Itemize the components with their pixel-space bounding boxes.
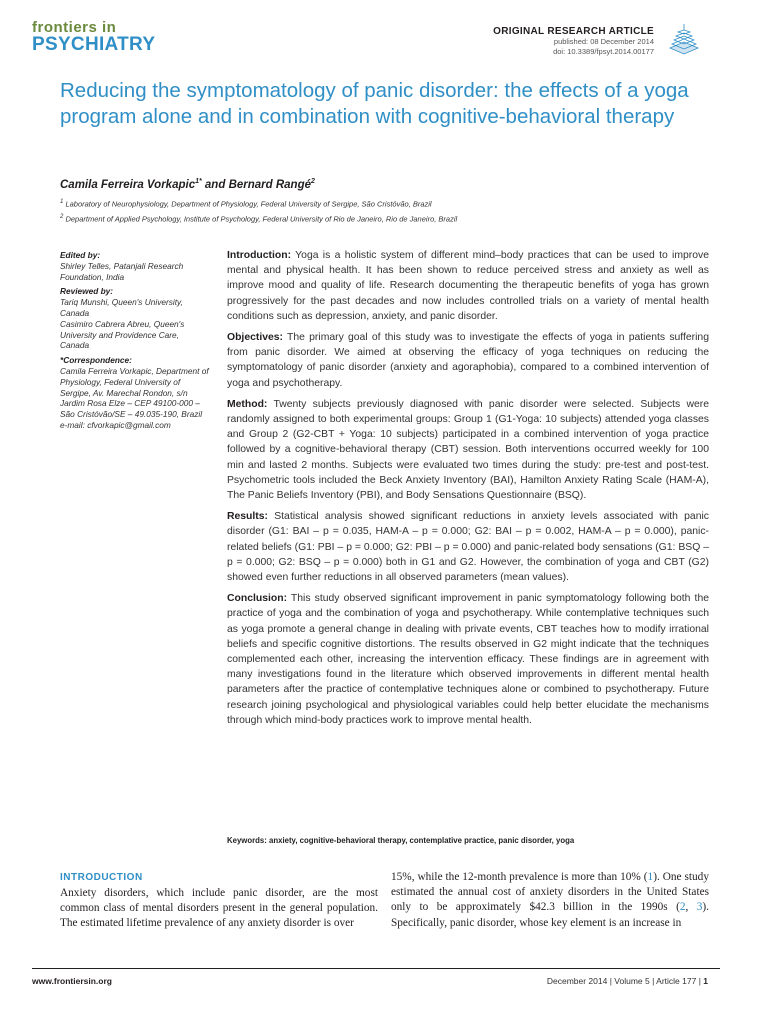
- body-text: ). Specifically, panic disorder, whose key element is an increase in: [391, 901, 709, 929]
- body-text-right-column: [391, 870, 709, 931]
- reviewer: Casimiro Cabrera Abreu, Queen's University and Providence Care, Canada: [60, 318, 185, 351]
- correspondence-email[interactable]: e-mail: cfvorkapic@gmail.com: [60, 419, 171, 430]
- affiliations: [60, 196, 720, 225]
- abstract-results: [227, 509, 709, 585]
- author-name[interactable]: Bernard Rangé: [228, 178, 311, 191]
- abstract-text: Statistical analysis showed significant reductions in anxiety levels associated with panic disorder (G1: BAI – p = 0.035, HAM-A – p = 0.000; G2: BAI – p = 0.002, HAM-A – p = 0.000), panic-related beliefs (G1: PBI – p = 0.000; G2: PBI – p = 0.000) and panic-related body sensations (G1: BSQ – p = 0.000; G2: BSQ – p = 0.000) both in G1 and G2. However, the combination of yoga and CBT (G2) showed even further reductions in all observed parameters (mean values).: [227, 511, 709, 584]
- correspondence: [60, 355, 210, 431]
- article-type: ORIGINAL RESEARCH ARTICLE: [493, 26, 654, 37]
- author-name[interactable]: Camila Ferreira Vorkapic: [60, 178, 196, 191]
- reviewed-by-label: Reviewed by:: [60, 286, 114, 297]
- author-connector: and: [201, 178, 229, 191]
- affiliation: [60, 196, 720, 211]
- abstract-method: [227, 397, 709, 503]
- section-heading: INTRODUCTION: [60, 872, 143, 883]
- citation-link[interactable]: 3: [696, 901, 703, 914]
- author-mark: 1*: [195, 178, 202, 185]
- footer-issue-info: [547, 976, 708, 986]
- citation-link[interactable]: 2: [679, 901, 686, 914]
- editorial-sidebar: [60, 250, 210, 435]
- author-list: [60, 178, 315, 191]
- abstract-label: Method:: [227, 398, 268, 410]
- journal-prefix: frontiers in: [32, 19, 117, 36]
- journal-logo[interactable]: [32, 20, 155, 55]
- abstract-text: Twenty subjects previously diagnosed with panic disorder were selected. Subjects were randomly assigned to both experimental groups: Group 1 (G1-Yoga: 10 subjects) attended yoga classes and Group 2 (G2-CBT + Yoga: 10 subjects) participated in a combined intervention of yoga practice followed by a cognitive-behavioral therapy (CBT) session. Both interventions occurred weekly for 100 min and lasted 2 months. Subjects were evaluated two times during the study: pre-test and post-test. Psychometric tools included the Beck Anxiety Inventory (BAI), Hamilton Anxiety Rating Scale (HAM-A), The Panic Beliefs Inventory (PBI), and Body Sensations Questionnaire (BSQ).: [227, 398, 709, 502]
- footer-url[interactable]: www.frontiersin.org: [32, 976, 112, 986]
- keywords: Keywords: anxiety, cognitive-behavioral therapy, contemplative practice, panic disorder, yoga: [227, 836, 575, 845]
- footer-divider: [32, 968, 720, 969]
- edited-by-text: Shirley Telles, Patanjali Research Foundation, India: [60, 260, 184, 282]
- body-text-left-column: Anxiety disorders, which include panic disorder, are the most common class of mental disorders present in the general population. The estimated lifetime prevalence of any anxiety disorder is over: [60, 887, 378, 930]
- masthead: [32, 20, 736, 60]
- reviewer: Tariq Munshi, Queen's University, Canada: [60, 297, 183, 318]
- affiliation: [60, 211, 720, 226]
- affiliation-number: 1: [60, 199, 64, 205]
- published-date: published: 08 December 2014: [553, 37, 654, 46]
- edited-by-label: Edited by:: [60, 250, 101, 260]
- article-title: Reducing the symptomatology of panic disorder: the effects of a yoga program alone and in combination with cognitive-behavioral therapy: [60, 79, 689, 128]
- issue-details: December 2014 | Volume 5 | Article 177 |: [546, 976, 704, 986]
- edited-by: [60, 250, 210, 282]
- affiliation-text: Department of Applied Psychology, Institute of Psychology, Federal University of Rio de Janeiro, Rio de Janeiro, Brazil: [65, 214, 458, 223]
- reviewed-by: [60, 286, 210, 351]
- abstract-conclusion: [227, 591, 709, 728]
- page-number: 1: [703, 976, 708, 986]
- body-text: 15%, while the 12-month prevalence is more than 10% (: [391, 871, 648, 883]
- doi[interactable]: doi: 10.3389/fpsyt.2014.00177: [553, 47, 654, 56]
- author-mark: 2: [311, 178, 315, 185]
- citation-separator: ,: [685, 901, 697, 914]
- abstract-text: Yoga is a holistic system of different mind–body practices that can be used to improve mental and physical health. It has been shown to reduce perceived stress and anxiety as well as improve mood and quality of life. Research documenting the therapeutic benefits of yoga has grown progressively for the past decades and now includes controlled trials on a variety of mental health conditions such as depression, anxiety, and panic disorder.: [227, 250, 709, 322]
- article-meta: [493, 26, 654, 57]
- abstract-label: Objectives:: [227, 332, 284, 344]
- correspondence-address: Camila Ferreira Vorkapic, Department of Physiology, Federal University of Sergipe, Av. Marechal Rondon, s/n Jardim Rosa Elze – CEP 49100-000 – São Cristóvão/SE – 49.035-190, Brazil: [60, 365, 209, 420]
- abstract-text: This study observed significant improvement in panic symptomatology following both the practice of yoga and the combination of yoga and psychotherapy. While contemplative techniques such as yoga promote a general change in dealing with private events, CBT teaches how to modify irrational beliefs and specific cognitive distortions. The results observed in G2 might indicate that the techniques complemented each other, increasing the intervention efficacy. These findings are in agreement with many investigations found in the literature which observed improvements in different mental health parameters after the practice of contemplative techniques alone or combined to psychotherapy. Future research joining psychological and physiological variables could help better elucidate the mechanisms through which mind-body practices work to improve mental health.: [227, 593, 709, 726]
- body-text: ). One study estimated the annual cost of anxiety disorders in the United States only to be approximately $42.3 billion in the 1990s (: [391, 871, 709, 914]
- abstract-label: Results:: [227, 511, 268, 523]
- citation-link[interactable]: 1: [647, 871, 654, 883]
- affiliation-text: Laboratory of Neurophysiology, Department of Physiology, Federal University of Sergipe, São Cristóvão, Brazil: [65, 199, 432, 209]
- abstract-introduction: [227, 248, 709, 324]
- correspondence-label: *Correspondence:: [60, 355, 132, 366]
- journal-name: PSYCHIATRY: [32, 34, 156, 55]
- abstract-label: Introduction:: [227, 250, 292, 261]
- abstract-label: Conclusion:: [227, 593, 288, 605]
- abstract-objectives: [227, 330, 709, 391]
- affiliation-number: 2: [60, 213, 64, 220]
- journal-graphic-icon: [664, 20, 704, 60]
- abstract-text: The primary goal of this study was to investigate the effects of yoga in patients suffering from panic disorder. We aimed at observing the efficacy of yoga techniques on reducing the symptomatology of panic disorder (anxiety and agoraphobia), compared to a combined intervention of yoga and psychotherapy.: [227, 332, 709, 389]
- abstract: [227, 248, 709, 734]
